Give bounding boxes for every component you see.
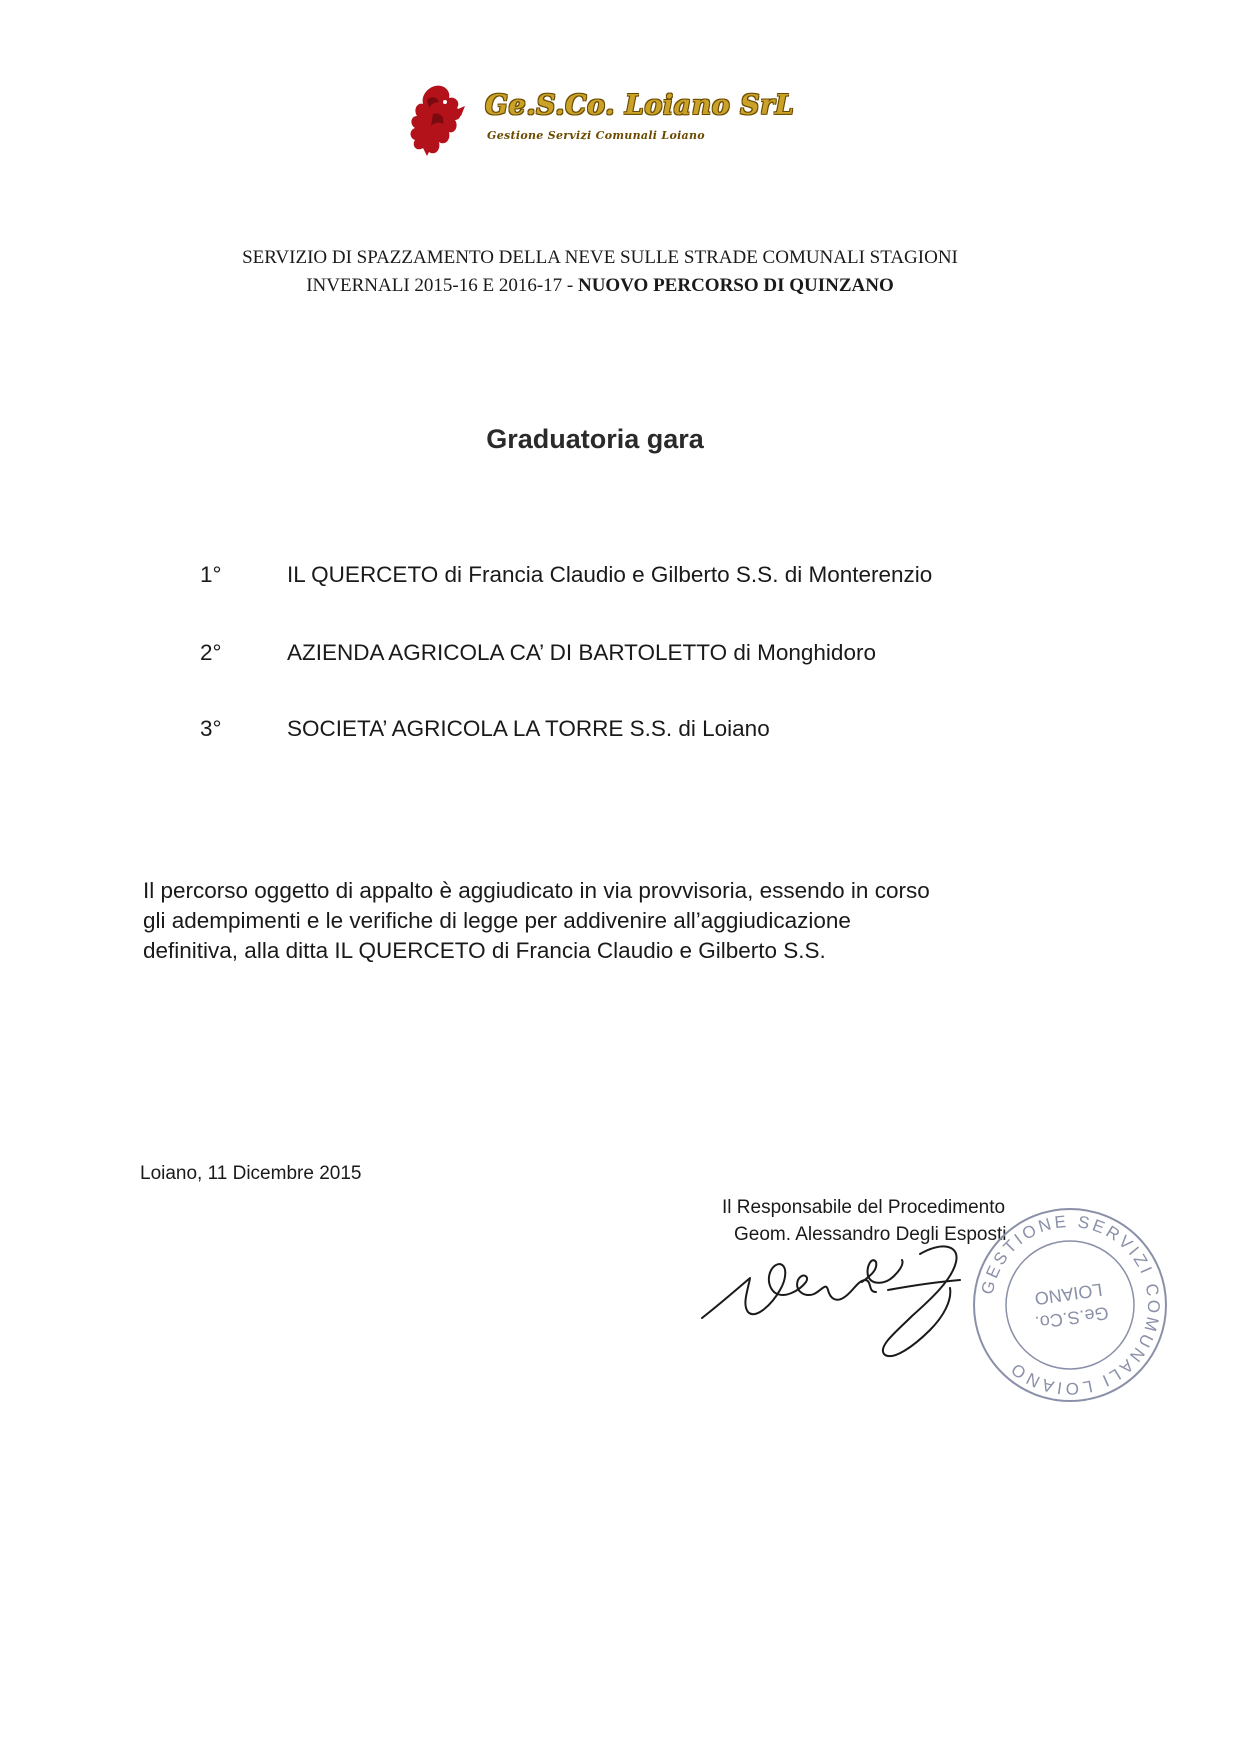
heading-line-2 bbox=[150, 272, 1050, 300]
document-heading bbox=[150, 244, 1050, 300]
ranking-position: 3° bbox=[200, 716, 222, 741]
award-paragraph-line-2: gli adempimenti e le verifiche di legge per addivenire all’aggiudicazione bbox=[143, 908, 851, 933]
ranking-company-name: AZIENDA AGRICOLA CA’ DI BARTOLETTO di Monghidoro bbox=[287, 640, 876, 665]
lion-emblem-icon bbox=[405, 82, 467, 158]
award-paragraph-line-3: definitiva, alla ditta IL QUERCETO di Francia Claudio e Gilberto S.S. bbox=[143, 938, 826, 963]
logo-subtitle-text: Gestione Servizi Comunali Loiano bbox=[487, 129, 705, 142]
ranking-position: 1° bbox=[200, 562, 222, 587]
heading-line-2-bold: NUOVO PERCORSO DI QUINZANO bbox=[577, 275, 894, 296]
heading-line-2-normal: INVERNALI 2015-16 E 2016-17 - bbox=[306, 275, 574, 296]
stamp-outer-text: GESTIONE SERVIZI COMUNALI LOIANO bbox=[977, 1211, 1164, 1399]
ranking-position: 2° bbox=[200, 640, 222, 665]
award-paragraph bbox=[143, 876, 1043, 966]
award-paragraph-line-1: Il percorso oggetto di appalto è aggiudicato in via provvisoria, essendo in corso bbox=[143, 878, 930, 903]
ranking-company-name: SOCIETA’ AGRICOLA LA TORRE S.S. di Loiano bbox=[287, 716, 770, 741]
signatory-role: Il Responsabile del Procedimento bbox=[722, 1197, 1006, 1218]
company-logo bbox=[405, 82, 805, 162]
page-title: Graduatoria gara bbox=[486, 424, 704, 454]
company-stamp bbox=[965, 1200, 1175, 1410]
signatory-name: Geom. Alessandro Degli Esposti bbox=[734, 1224, 1007, 1245]
ranking-company-name: IL QUERCETO di Francia Claudio e Gilberto S.S. di Monterenzio bbox=[287, 562, 933, 587]
heading-line-1: SERVIZIO DI SPAZZAMENTO DELLA NEVE SULLE STRADE COMUNALI STAGIONI bbox=[242, 247, 958, 268]
place-date: Loiano, 11 Dicembre 2015 bbox=[140, 1163, 362, 1184]
stamp-inner-text-1: Ge.S.Co. bbox=[1033, 1302, 1110, 1333]
logo-brand-text: Ge.S.Co. Loiano SrL bbox=[485, 90, 795, 121]
stamp-inner-text-2: LOIANO bbox=[1033, 1279, 1104, 1309]
